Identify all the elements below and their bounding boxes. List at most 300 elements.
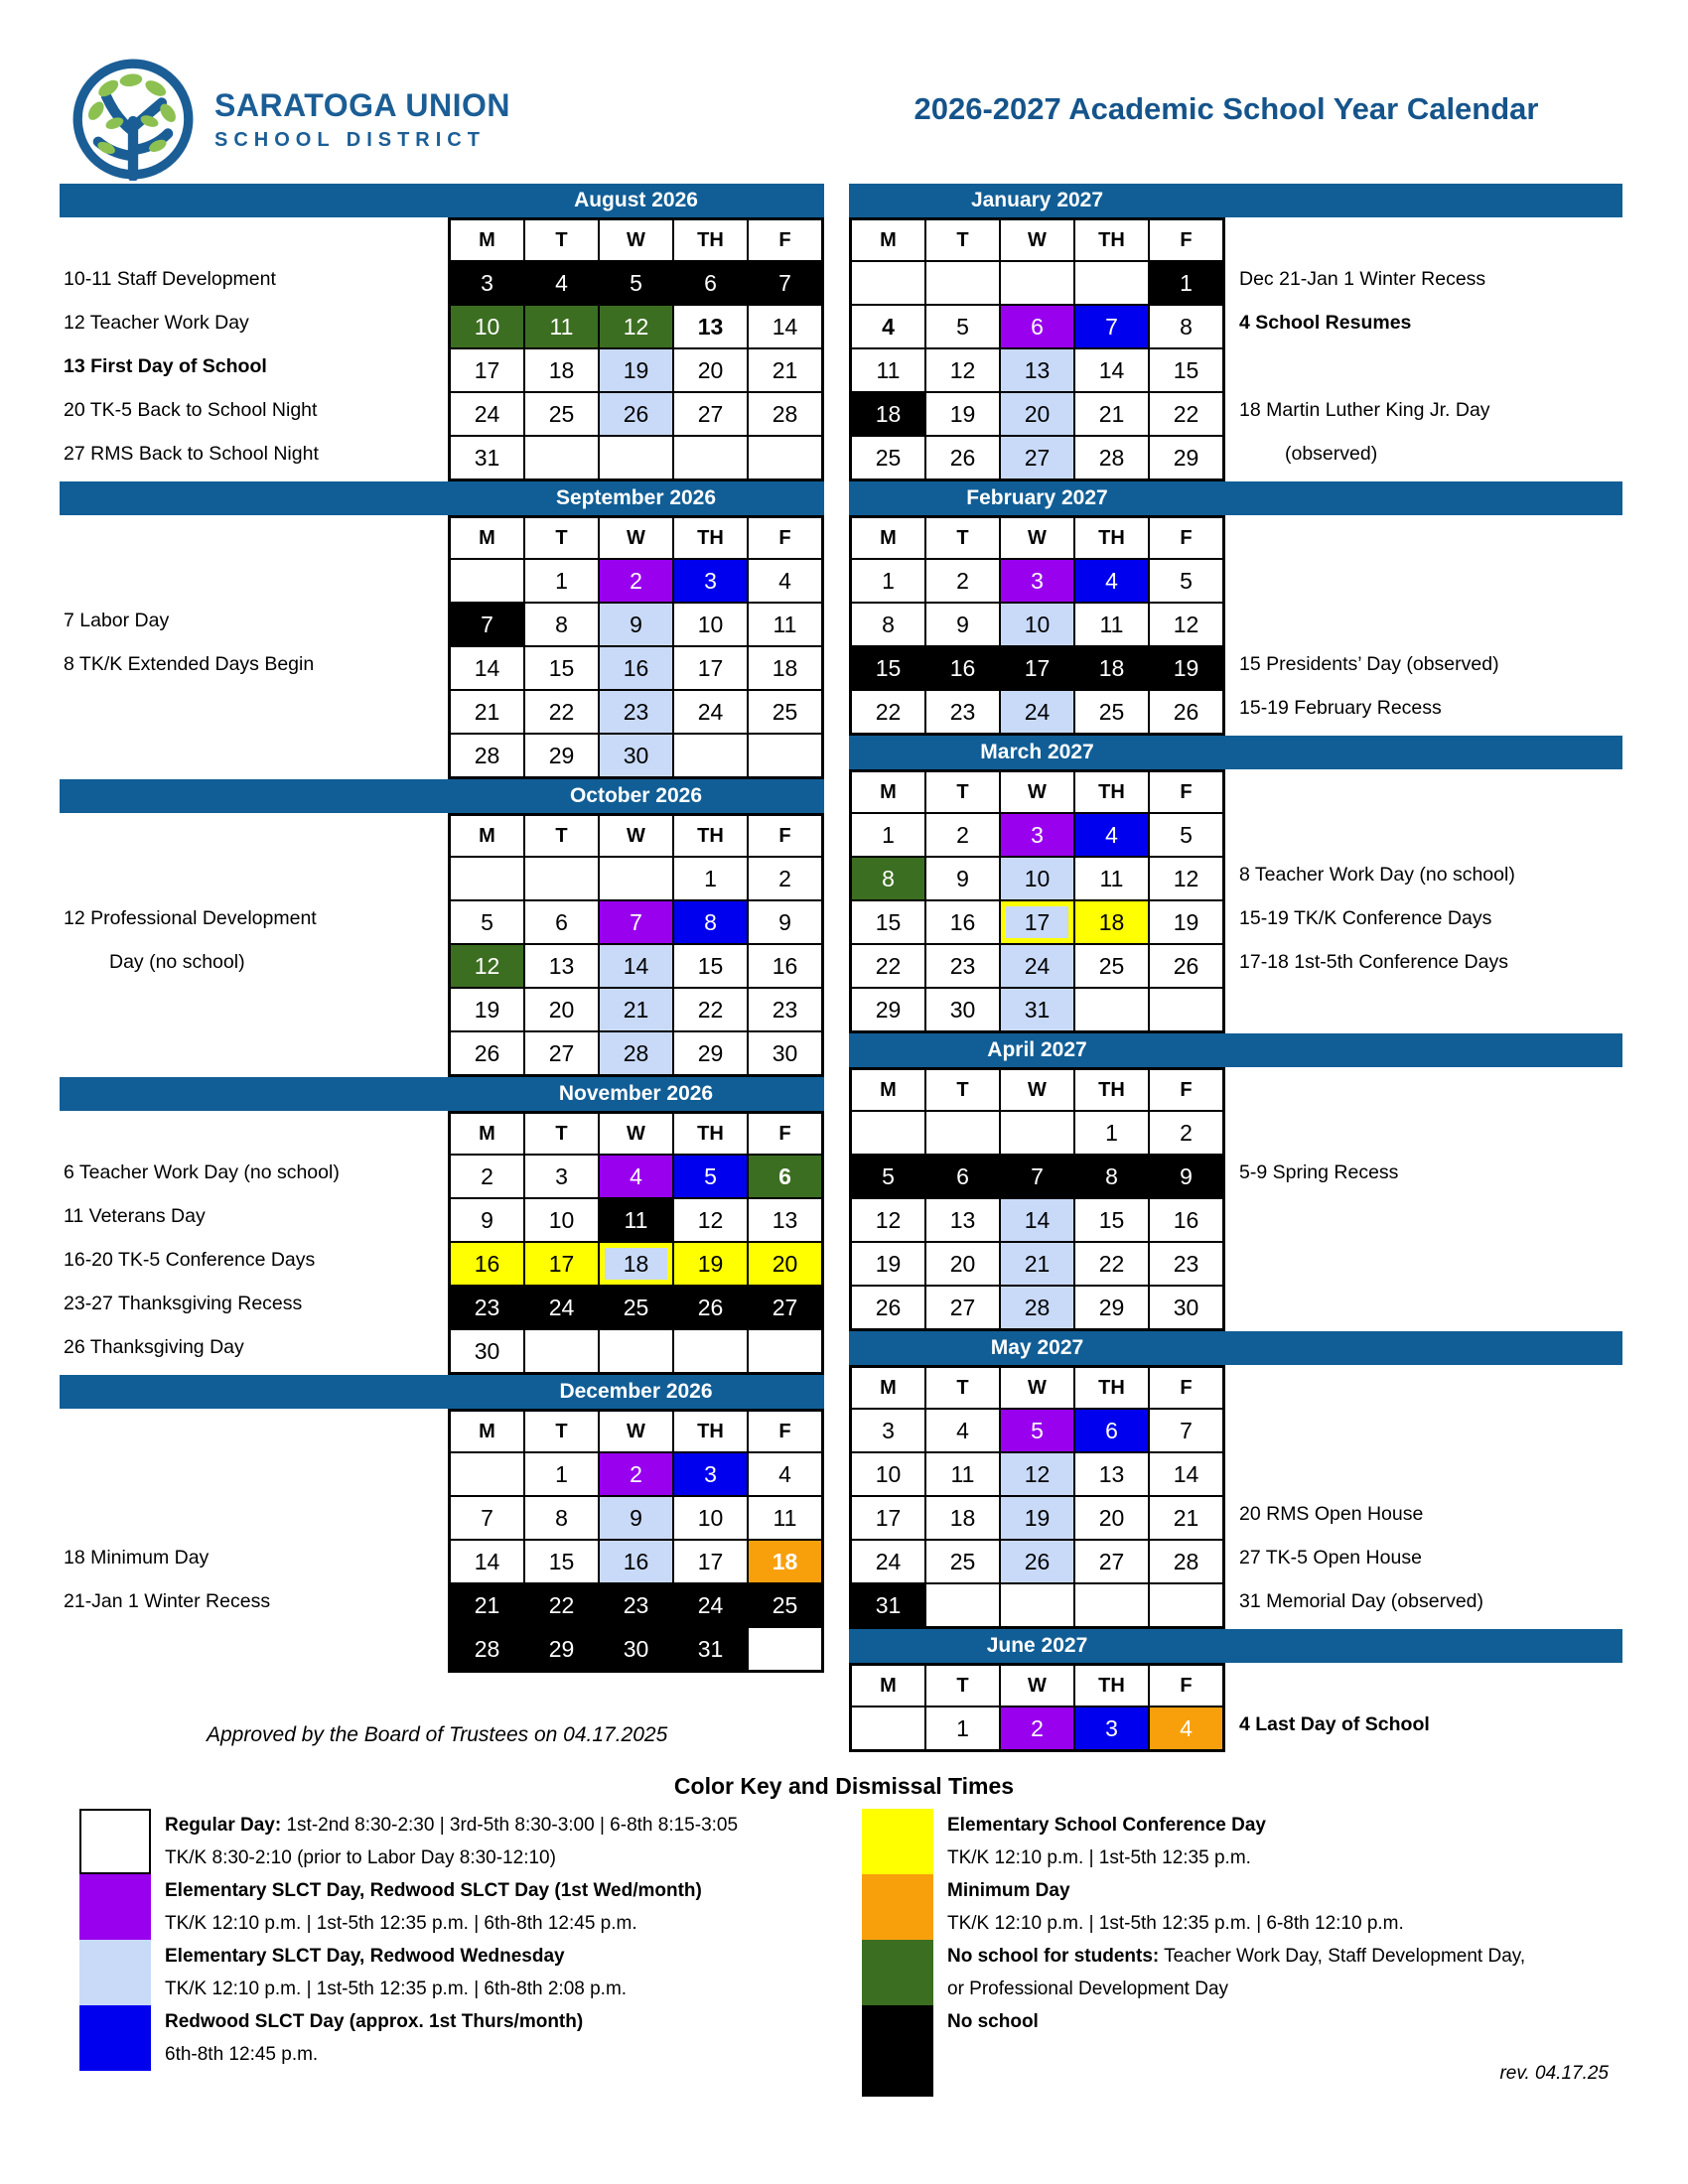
month-header-bar — [849, 1331, 1622, 1365]
day-cell: 5 — [1149, 559, 1223, 603]
legend-entry — [79, 1874, 844, 1940]
day-cell: 11 — [748, 1496, 822, 1540]
day-cell: 29 — [1074, 1286, 1149, 1329]
day-cell: 24 — [851, 1540, 925, 1583]
month-annotations — [1225, 769, 1622, 1033]
annotation: 4 School Resumes — [1239, 312, 1412, 334]
day-cell: 1 — [524, 559, 599, 603]
weekday-header: F — [748, 219, 822, 261]
weekday-header: TH — [1074, 771, 1149, 813]
day-cell — [450, 1452, 524, 1496]
weekday-header: M — [851, 1665, 925, 1706]
month-grid — [849, 1663, 1225, 1752]
day-cell: 21 — [1074, 392, 1149, 436]
day-cell: 25 — [851, 436, 925, 479]
legend-line1 — [947, 1874, 1404, 1907]
day-cell: 27 — [673, 392, 748, 436]
day-cell: 18 — [748, 646, 822, 690]
day-cell: 23 — [450, 1286, 524, 1329]
day-cell: 22 — [673, 988, 748, 1031]
day-cell: 29 — [673, 1031, 748, 1075]
day-cell: 19 — [599, 348, 673, 392]
day-cell: 29 — [851, 988, 925, 1031]
legend-line1: No school for students: Teacher Work Day, Staff Development Day, — [947, 1946, 1526, 1967]
weekday-header: M — [851, 1069, 925, 1111]
day-cell: 23 — [1149, 1242, 1223, 1286]
month-header-bar — [849, 481, 1622, 515]
day-cell: 6 — [925, 1155, 1000, 1198]
day-cell: 16 — [599, 646, 673, 690]
day-cell: 5 — [599, 261, 673, 305]
day-cell: 10 — [851, 1452, 925, 1496]
weekday-header: TH — [1074, 1069, 1149, 1111]
month-section — [849, 481, 1622, 736]
legend-line2: 6th-8th 12:45 p.m. — [165, 2044, 319, 2065]
legend-text — [151, 2005, 583, 2071]
weekday-header: F — [1149, 1069, 1223, 1111]
day-cell: 8 — [851, 603, 925, 646]
day-cell: 12 — [673, 1198, 748, 1242]
day-cell: 23 — [599, 1583, 673, 1627]
weekday-header: M — [851, 219, 925, 261]
annotation: 27 TK-5 Open House — [1239, 1547, 1422, 1569]
weekday-header: M — [450, 219, 524, 261]
month-body — [849, 515, 1622, 736]
day-cell: 9 — [748, 900, 822, 944]
day-cell: 25 — [599, 1286, 673, 1329]
day-cell: 17 — [524, 1242, 599, 1286]
weekday-header: TH — [1074, 219, 1149, 261]
month-body — [849, 217, 1622, 481]
day-cell: 30 — [1149, 1286, 1223, 1329]
day-cell: 15 — [673, 944, 748, 988]
day-cell — [925, 1583, 1000, 1627]
legend-swatch — [79, 2005, 151, 2071]
legend-line1 — [947, 2005, 1039, 2038]
month-annotations — [1225, 1067, 1622, 1331]
month-section — [60, 1375, 824, 1673]
day-cell: 26 — [1149, 690, 1223, 734]
month-grid — [849, 217, 1225, 481]
day-cell: 20 — [673, 348, 748, 392]
day-cell: 10 — [1000, 857, 1074, 900]
day-cell: 6 — [673, 261, 748, 305]
month-header-bar — [849, 736, 1622, 769]
weekday-header: F — [748, 1113, 822, 1155]
month-title: February 2027 — [966, 486, 1108, 509]
month-section — [849, 1331, 1622, 1629]
day-cell — [748, 436, 822, 479]
weekday-header: F — [1149, 1665, 1223, 1706]
day-cell: 28 — [599, 1031, 673, 1075]
day-cell: 3 — [1000, 813, 1074, 857]
legend-entry — [79, 1940, 844, 2005]
day-cell: 13 — [925, 1198, 1000, 1242]
legend-line2: or Professional Development Day — [947, 1979, 1229, 1999]
day-cell: 28 — [1074, 436, 1149, 479]
month-title: August 2026 — [574, 189, 698, 211]
day-cell: 6 — [748, 1155, 822, 1198]
month-grid — [849, 1067, 1225, 1331]
day-cell — [673, 1329, 748, 1373]
day-cell: 14 — [450, 1540, 524, 1583]
day-cell: 19 — [851, 1242, 925, 1286]
legend-line2: TK/K 12:10 p.m. | 1st-5th 12:35 p.m. | 6th-8th 12:45 p.m. — [165, 1913, 637, 1934]
color-key-right-column — [862, 1809, 1666, 2097]
day-cell: 9 — [925, 857, 1000, 900]
annotation: 26 Thanksgiving Day — [64, 1336, 244, 1358]
day-cell: 7 — [450, 1496, 524, 1540]
month-header-bar — [60, 779, 824, 813]
annotation: 18 Martin Luther King Jr. Day — [1239, 399, 1490, 421]
day-cell: 15 — [851, 646, 925, 690]
day-cell: 3 — [524, 1155, 599, 1198]
day-cell: 6 — [524, 900, 599, 944]
day-cell: 8 — [524, 1496, 599, 1540]
day-cell: 14 — [1000, 1198, 1074, 1242]
month-title: January 2027 — [970, 189, 1104, 211]
legend-swatch — [79, 1940, 151, 2005]
month-header-bar — [60, 1375, 824, 1409]
day-cell: 2 — [1149, 1111, 1223, 1155]
month-grid — [448, 1409, 824, 1673]
day-cell: 2 — [599, 559, 673, 603]
district-logo — [71, 58, 510, 181]
month-body — [60, 217, 824, 481]
day-cell: 13 — [524, 944, 599, 988]
legend-swatch — [79, 1809, 151, 1874]
day-cell: 21 — [748, 348, 822, 392]
day-cell: 15 — [1149, 348, 1223, 392]
legend-line1 — [165, 1874, 702, 1907]
legend-text — [151, 1940, 627, 2005]
day-cell: 13 — [1074, 1452, 1149, 1496]
day-cell: 24 — [1000, 690, 1074, 734]
legend-line1-bold: Redwood SLCT Day (approx. 1st Thurs/month) — [165, 2011, 584, 2032]
legend-swatch — [862, 1940, 933, 2005]
annotation: 13 First Day of School — [64, 355, 267, 377]
legend-entry — [79, 1809, 844, 1874]
revision-note: rev. 04.17.25 — [1499, 2063, 1609, 2084]
day-cell: 3 — [1074, 1706, 1149, 1750]
day-cell — [599, 436, 673, 479]
day-cell: 24 — [450, 392, 524, 436]
month-body — [849, 1663, 1622, 1752]
day-cell: 4 — [748, 559, 822, 603]
day-cell — [524, 436, 599, 479]
legend-text — [151, 1874, 702, 1940]
day-cell: 19 — [673, 1242, 748, 1286]
weekday-header: T — [925, 771, 1000, 813]
day-cell: 5 — [925, 305, 1000, 348]
weekday-header: TH — [673, 1411, 748, 1452]
left-calendar-column — [60, 184, 824, 1673]
month-body — [849, 769, 1622, 1033]
day-cell: 13 — [673, 305, 748, 348]
day-cell — [524, 857, 599, 900]
day-cell: 21 — [1000, 1242, 1074, 1286]
weekday-header: T — [524, 517, 599, 559]
day-cell — [450, 559, 524, 603]
day-cell: 10 — [450, 305, 524, 348]
annotation: 7 Labor Day — [64, 610, 170, 631]
weekday-header: M — [851, 1367, 925, 1409]
weekday-header: TH — [1074, 1665, 1149, 1706]
legend-line1 — [947, 1809, 1266, 1842]
month-annotations — [1225, 1365, 1622, 1629]
legend-line1 — [165, 1940, 627, 1973]
weekday-header: M — [450, 1113, 524, 1155]
annotation: 23-27 Thanksgiving Recess — [64, 1293, 303, 1314]
day-cell: 24 — [1000, 944, 1074, 988]
month-body — [60, 1409, 824, 1673]
day-cell: 12 — [851, 1198, 925, 1242]
legend-entry — [862, 1809, 1666, 1874]
day-cell: 16 — [925, 900, 1000, 944]
day-cell: 11 — [1074, 857, 1149, 900]
legend-line1: Regular Day: 1st-2nd 8:30-2:30 | 3rd-5th 8:30-3:00 | 6-8th 8:15-3:05 — [165, 1815, 739, 1836]
month-grid — [448, 1111, 824, 1375]
day-cell: 27 — [1000, 436, 1074, 479]
day-cell: 18 — [851, 392, 925, 436]
month-section — [60, 184, 824, 481]
weekday-header: TH — [673, 517, 748, 559]
day-cell: 26 — [450, 1031, 524, 1075]
weekday-header: W — [1000, 1069, 1074, 1111]
day-cell: 19 — [1000, 1496, 1074, 1540]
month-annotations — [60, 1409, 448, 1673]
day-cell: 9 — [599, 1496, 673, 1540]
legend-line2: TK/K 12:10 p.m. | 1st-5th 12:35 p.m. | 6-8th 12:10 p.m. — [947, 1913, 1404, 1934]
day-cell — [599, 1329, 673, 1373]
district-name-line2: SCHOOL DISTRICT — [214, 128, 486, 151]
day-cell: 22 — [1149, 392, 1223, 436]
day-cell: 31 — [673, 1627, 748, 1671]
day-cell: 7 — [450, 603, 524, 646]
day-cell: 14 — [1149, 1452, 1223, 1496]
annotation: 21-Jan 1 Winter Recess — [64, 1590, 271, 1612]
day-cell: 1 — [925, 1706, 1000, 1750]
day-cell: 3 — [1000, 559, 1074, 603]
day-cell: 19 — [1149, 900, 1223, 944]
weekday-header: F — [1149, 1367, 1223, 1409]
day-cell: 23 — [925, 690, 1000, 734]
day-cell: 22 — [851, 944, 925, 988]
day-cell: 14 — [599, 944, 673, 988]
legend-line2: TK/K 12:10 p.m. | 1st-5th 12:35 p.m. — [947, 1847, 1251, 1868]
day-cell — [925, 1111, 1000, 1155]
day-cell — [673, 436, 748, 479]
day-cell: 18 — [1074, 900, 1149, 944]
month-grid — [849, 769, 1225, 1033]
day-cell: 23 — [599, 690, 673, 734]
legend-entry — [79, 2005, 844, 2071]
weekday-header: T — [925, 219, 1000, 261]
day-cell: 18 — [748, 1540, 822, 1583]
annotation: Dec 21-Jan 1 Winter Recess — [1239, 268, 1486, 290]
legend-line1-bold: Regular Day: — [165, 1815, 282, 1836]
day-cell: 4 — [599, 1155, 673, 1198]
day-cell: 11 — [748, 603, 822, 646]
legend-text — [933, 1874, 1404, 1940]
day-cell: 27 — [748, 1286, 822, 1329]
month-annotations — [1225, 515, 1622, 736]
month-grid — [849, 515, 1225, 736]
weekday-header: W — [599, 517, 673, 559]
weekday-header: M — [851, 517, 925, 559]
day-cell: 1 — [851, 559, 925, 603]
day-cell: 20 — [748, 1242, 822, 1286]
day-cell: 1 — [673, 857, 748, 900]
month-section — [849, 1033, 1622, 1331]
month-section — [849, 736, 1622, 1033]
day-cell: 15 — [1074, 1198, 1149, 1242]
day-cell: 8 — [1074, 1155, 1149, 1198]
color-key-title: Color Key and Dismissal Times — [673, 1773, 1015, 1799]
day-cell: 25 — [1074, 690, 1149, 734]
legend-text — [933, 1940, 1525, 2005]
annotation: 5-9 Spring Recess — [1239, 1161, 1399, 1183]
day-cell: 1 — [524, 1452, 599, 1496]
day-cell: 30 — [748, 1031, 822, 1075]
day-cell — [925, 261, 1000, 305]
day-cell: 3 — [450, 261, 524, 305]
legend-swatch — [79, 1874, 151, 1940]
day-cell: 4 — [524, 261, 599, 305]
day-cell: 30 — [599, 1627, 673, 1671]
day-cell — [748, 734, 822, 777]
day-cell: 30 — [925, 988, 1000, 1031]
annotation: 20 TK-5 Back to School Night — [64, 399, 318, 421]
day-cell: 31 — [1000, 988, 1074, 1031]
weekday-header: T — [524, 219, 599, 261]
month-header-bar — [849, 1033, 1622, 1067]
legend-line1-bold: Minimum Day — [947, 1880, 1070, 1901]
month-title: September 2026 — [555, 486, 717, 509]
day-cell: 20 — [925, 1242, 1000, 1286]
weekday-header: F — [1149, 219, 1223, 261]
month-section — [60, 1077, 824, 1375]
day-cell: 3 — [673, 1452, 748, 1496]
right-calendar-column — [849, 184, 1622, 1752]
day-cell: 8 — [851, 857, 925, 900]
day-cell: 12 — [450, 944, 524, 988]
day-cell — [1000, 261, 1074, 305]
month-section — [849, 1629, 1622, 1752]
day-cell: 1 — [1149, 261, 1223, 305]
annotation: 6 Teacher Work Day (no school) — [64, 1161, 340, 1183]
weekday-header: W — [1000, 1367, 1074, 1409]
weekday-header: F — [748, 517, 822, 559]
day-cell — [1149, 1583, 1223, 1627]
day-cell: 18 — [925, 1496, 1000, 1540]
day-cell: 2 — [925, 813, 1000, 857]
day-cell: 26 — [673, 1286, 748, 1329]
district-name — [214, 87, 510, 152]
day-cell: 18 — [524, 348, 599, 392]
day-cell: 7 — [1149, 1409, 1223, 1452]
day-cell: 26 — [925, 436, 1000, 479]
month-header-bar — [60, 1077, 824, 1111]
tree-logo-icon — [71, 58, 195, 181]
day-cell: 11 — [1074, 603, 1149, 646]
day-cell: 22 — [524, 1583, 599, 1627]
day-cell: 16 — [599, 1540, 673, 1583]
day-cell: 4 — [925, 1409, 1000, 1452]
month-body — [849, 1067, 1622, 1331]
day-cell: 17 — [673, 1540, 748, 1583]
day-cell: 20 — [1000, 392, 1074, 436]
day-cell: 3 — [851, 1409, 925, 1452]
day-cell: 5 — [1149, 813, 1223, 857]
annotation: 16-20 TK-5 Conference Days — [64, 1249, 316, 1271]
day-cell: 16 — [925, 646, 1000, 690]
weekday-header: T — [925, 1367, 1000, 1409]
weekday-header: T — [925, 517, 1000, 559]
day-cell: 14 — [1074, 348, 1149, 392]
weekday-header: TH — [1074, 1367, 1149, 1409]
weekday-header: M — [450, 1411, 524, 1452]
day-cell: 4 — [1074, 813, 1149, 857]
day-cell: 17 — [1000, 646, 1074, 690]
day-cell: 16 — [450, 1242, 524, 1286]
legend-line1-bold: No school — [947, 2011, 1039, 2032]
weekday-header: M — [450, 815, 524, 857]
day-cell: 11 — [925, 1452, 1000, 1496]
day-cell: 14 — [748, 305, 822, 348]
day-cell: 12 — [599, 305, 673, 348]
month-section — [849, 184, 1622, 481]
day-cell: 13 — [1000, 348, 1074, 392]
day-cell: 30 — [450, 1329, 524, 1373]
legend-text — [933, 2005, 1039, 2097]
day-cell: 25 — [925, 1540, 1000, 1583]
day-cell: 31 — [851, 1583, 925, 1627]
legend-line2: TK/K 12:10 p.m. | 1st-5th 12:35 p.m. | 6th-8th 2:08 p.m. — [165, 1979, 628, 1999]
day-cell: 7 — [599, 900, 673, 944]
month-body — [849, 1365, 1622, 1629]
weekday-header: W — [1000, 219, 1074, 261]
legend-line1-bold: Elementary SLCT Day, Redwood SLCT Day (1st Wed/month) — [165, 1880, 702, 1901]
day-cell: 23 — [748, 988, 822, 1031]
annotation: 12 Professional Development — [64, 907, 317, 929]
day-cell: 21 — [450, 1583, 524, 1627]
month-annotations — [60, 1111, 448, 1375]
month-title: June 2027 — [986, 1634, 1088, 1657]
day-cell — [1074, 1583, 1149, 1627]
day-cell: 22 — [1074, 1242, 1149, 1286]
day-cell — [1074, 261, 1149, 305]
day-cell — [524, 1329, 599, 1373]
day-cell: 9 — [925, 603, 1000, 646]
weekday-header: W — [599, 219, 673, 261]
legend-swatch — [862, 1874, 933, 1940]
day-cell: 20 — [524, 988, 599, 1031]
day-cell: 8 — [673, 900, 748, 944]
day-cell: 12 — [1149, 603, 1223, 646]
month-annotations — [1225, 217, 1622, 481]
day-cell: 20 — [1074, 1496, 1149, 1540]
annotation: 10-11 Staff Development — [64, 268, 276, 290]
day-cell — [851, 261, 925, 305]
day-cell: 12 — [1000, 1452, 1074, 1496]
day-cell: 11 — [851, 348, 925, 392]
month-annotations — [1225, 1663, 1622, 1752]
legend-entry — [862, 1940, 1666, 2005]
weekday-header: T — [524, 815, 599, 857]
day-cell: 7 — [1074, 305, 1149, 348]
day-cell: 22 — [851, 690, 925, 734]
